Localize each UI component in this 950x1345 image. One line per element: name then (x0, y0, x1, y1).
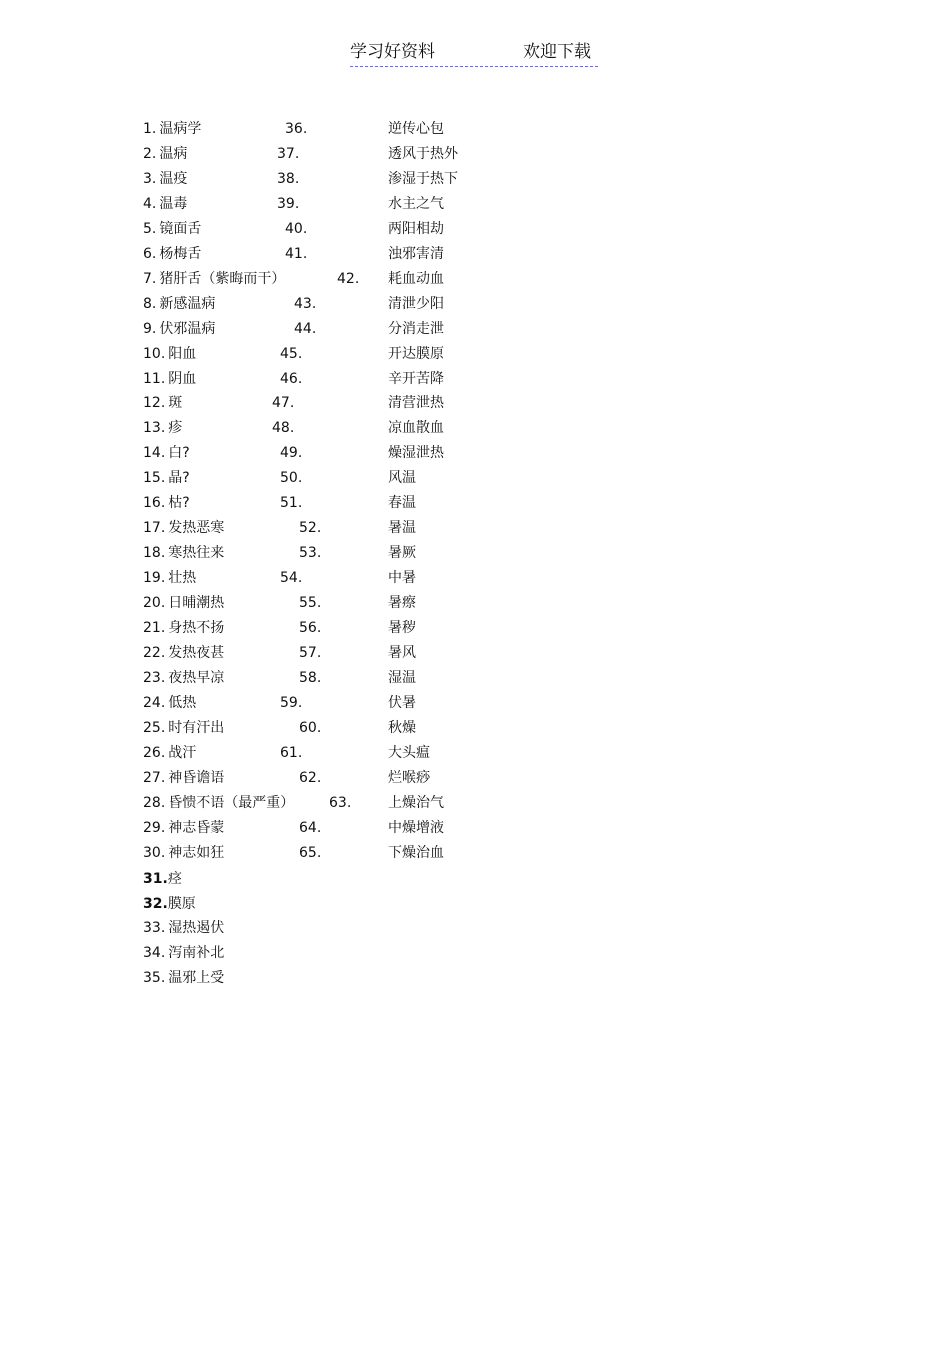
item-text: 膜原 (167, 896, 196, 912)
right-list-item (388, 195, 444, 213)
left-list-item (143, 170, 187, 188)
item-text: 暑秽 (388, 620, 416, 636)
item-number: 15. (143, 470, 166, 487)
left-list-item (143, 719, 224, 737)
item-text: 辛开苦降 (388, 370, 444, 387)
right-list-item (388, 394, 444, 412)
item-text: 阳血 (168, 345, 197, 362)
item-text: 晶? (168, 470, 190, 487)
item-text: 温毒 (159, 195, 188, 212)
right-list-item (388, 370, 444, 388)
left-list-item (143, 544, 224, 562)
left-list-item (143, 794, 294, 812)
item-text: 斑 (168, 395, 183, 412)
item-text: 暑厥 (388, 545, 416, 562)
item-text: 枯? (168, 495, 190, 512)
item-number: 60. (299, 719, 322, 736)
item-text: 温病学 (159, 121, 202, 137)
right-list-item (388, 694, 416, 712)
item-number: 7. (143, 270, 157, 287)
item-number: 1. (143, 121, 157, 137)
item-number: 36. (285, 121, 308, 137)
left-list-item (143, 969, 224, 987)
item-number: 21. (143, 620, 166, 636)
left-list-item (143, 245, 201, 263)
item-text: 清营泄热 (388, 395, 444, 412)
mid-item-number (272, 394, 294, 412)
left-list-item (143, 569, 196, 587)
item-text: 昏愦不语（最严重） (168, 794, 295, 811)
mid-item-number (277, 145, 299, 163)
item-number: 47. (272, 395, 295, 412)
item-text: 两阳相劫 (388, 220, 444, 237)
header-right-text: 欢迎下载 (523, 42, 591, 62)
item-number: 31. (143, 871, 168, 887)
item-text: 湿热遏伏 (168, 920, 225, 936)
mid-item-number (280, 694, 302, 712)
item-number: 14. (143, 445, 166, 462)
left-list-item (143, 195, 187, 213)
item-number: 64. (299, 819, 322, 836)
item-number: 34. (143, 945, 166, 961)
item-number: 20. (143, 595, 166, 612)
item-number: 50. (280, 470, 303, 487)
item-number: 39. (277, 195, 300, 212)
right-list-item (388, 644, 416, 662)
left-list-item (143, 120, 201, 138)
item-number: 17. (143, 520, 166, 537)
item-number: 56. (299, 620, 322, 636)
mid-item-number (299, 844, 321, 862)
right-list-item (388, 145, 458, 163)
item-text: 大头瘟 (388, 744, 430, 761)
left-list-item (143, 519, 224, 537)
right-list-item (388, 245, 444, 263)
left-list-item (143, 870, 182, 888)
left-list-item (143, 644, 224, 662)
item-text: 低热 (168, 694, 197, 711)
item-number: 63. (329, 794, 352, 811)
right-list-item (388, 794, 444, 812)
right-list-item (388, 744, 430, 762)
item-number: 46. (280, 370, 303, 387)
mid-item-number (285, 245, 307, 263)
item-text: 分消走泄 (388, 320, 444, 337)
right-list-item (388, 594, 416, 612)
item-number: 13. (143, 420, 166, 437)
right-list-item (388, 619, 416, 637)
item-text: 镜面舌 (159, 220, 202, 237)
item-text: 发热恶寒 (168, 520, 225, 537)
item-text: 燥湿泄热 (388, 445, 444, 462)
item-number: 18. (143, 545, 166, 562)
right-list-item (388, 120, 444, 138)
item-text: 神志如狂 (168, 844, 225, 861)
item-text: 猪肝舌（紫晦而干） (159, 270, 286, 287)
right-list-item (388, 295, 444, 313)
right-list-item (388, 569, 416, 587)
item-number: 28. (143, 794, 166, 811)
right-list-item (388, 769, 430, 787)
right-list-item (388, 494, 416, 512)
mid-item-number (280, 744, 302, 762)
left-list-item (143, 145, 187, 163)
item-text: 耗血动血 (388, 270, 444, 287)
item-number: 35. (143, 970, 166, 986)
left-list-item (143, 394, 182, 412)
right-list-item (388, 469, 416, 487)
item-text: 逆传心包 (388, 121, 444, 137)
mid-item-number (280, 345, 302, 363)
left-list-item (143, 494, 190, 512)
item-text: 神昏谵语 (168, 769, 225, 786)
item-number: 9. (143, 320, 157, 337)
item-number: 2. (143, 145, 157, 162)
left-list-item (143, 370, 196, 388)
right-list-item (388, 844, 444, 862)
mid-item-number (294, 320, 316, 338)
item-text: 夜热早凉 (168, 669, 225, 686)
item-number: 29. (143, 819, 166, 836)
item-text: 温邪上受 (168, 970, 225, 986)
mid-item-number (280, 444, 302, 462)
left-list-item (143, 919, 224, 937)
right-list-item (388, 345, 444, 363)
item-text: 暑风 (388, 644, 416, 661)
item-text: 暑温 (388, 520, 416, 537)
item-text: 壮热 (168, 570, 197, 587)
item-text: 秋燥 (388, 719, 416, 736)
item-text: 发热夜甚 (168, 644, 225, 661)
right-list-item (388, 719, 416, 737)
left-list-item (143, 345, 196, 363)
left-list-item (143, 270, 285, 288)
item-text: 日晡潮热 (168, 595, 225, 612)
item-text: 上燥治气 (388, 794, 444, 811)
left-list-item (143, 469, 190, 487)
item-text: 中暑 (388, 570, 416, 587)
item-number: 5. (143, 220, 157, 237)
left-list-item (143, 895, 196, 913)
item-text: 湿温 (388, 669, 416, 686)
left-list-item (143, 944, 224, 962)
mid-item-number (280, 494, 302, 512)
item-number: 41. (285, 245, 308, 262)
mid-item-number (277, 195, 299, 213)
item-number: 59. (280, 694, 303, 711)
mid-item-number (299, 769, 321, 787)
item-number: 57. (299, 644, 322, 661)
item-text: 下燥治血 (388, 844, 444, 861)
item-number: 52. (299, 520, 322, 537)
item-text: 伏邪温病 (159, 320, 216, 337)
item-number: 49. (280, 445, 303, 462)
page-header (350, 40, 598, 67)
item-number: 54. (280, 570, 303, 587)
right-list-item (388, 220, 444, 238)
item-number: 53. (299, 545, 322, 562)
mid-item-number (329, 794, 351, 812)
item-text: 风温 (388, 470, 416, 487)
item-text: 开达膜原 (388, 345, 444, 362)
left-list-item (143, 694, 196, 712)
right-list-item (388, 270, 444, 288)
item-text: 伏暑 (388, 694, 416, 711)
mid-item-number (280, 469, 302, 487)
item-text: 清泄少阳 (388, 295, 444, 312)
item-text: 凉血散血 (388, 420, 444, 437)
item-text: 温疫 (159, 170, 188, 187)
item-text: 战汗 (168, 744, 197, 761)
item-number: 62. (299, 769, 322, 786)
header-left-text: 学习好资料 (350, 42, 435, 62)
left-list-item (143, 295, 215, 313)
left-list-item (143, 220, 201, 238)
item-number: 10. (143, 345, 166, 362)
right-list-item (388, 419, 444, 437)
item-number: 43. (294, 295, 317, 312)
item-number: 37. (277, 145, 300, 162)
item-number: 19. (143, 570, 166, 587)
item-number: 8. (143, 295, 157, 312)
mid-item-number (285, 220, 307, 238)
item-number: 33. (143, 920, 166, 936)
item-number: 12. (143, 395, 166, 412)
item-text: 中燥增液 (388, 819, 444, 836)
mid-item-number (299, 669, 321, 687)
item-number: 11. (143, 370, 166, 387)
item-number: 25. (143, 719, 166, 736)
left-list-item (143, 419, 182, 437)
item-number: 3. (143, 170, 157, 187)
mid-item-number (299, 519, 321, 537)
mid-item-number (280, 569, 302, 587)
left-list-item (143, 619, 224, 637)
item-text: 浊邪害清 (388, 245, 444, 262)
item-number: 40. (285, 220, 308, 237)
left-list-item (143, 744, 196, 762)
item-number: 45. (280, 345, 303, 362)
item-number: 48. (272, 420, 295, 437)
mid-item-number (299, 544, 321, 562)
mid-item-number (285, 120, 307, 138)
mid-item-number (299, 594, 321, 612)
item-number: 58. (299, 669, 322, 686)
right-list-item (388, 819, 444, 837)
mid-item-number (299, 819, 321, 837)
mid-item-number (299, 719, 321, 737)
left-list-item (143, 669, 224, 687)
item-text: 透风于热外 (388, 145, 458, 162)
item-number: 4. (143, 195, 157, 212)
item-number: 44. (294, 320, 317, 337)
left-list-item (143, 444, 190, 462)
item-number: 27. (143, 769, 166, 786)
item-text: 痉 (167, 871, 182, 887)
item-text: 杨梅舌 (159, 245, 202, 262)
item-number: 16. (143, 495, 166, 512)
item-text: 疹 (168, 420, 183, 437)
right-list-item (388, 544, 416, 562)
item-text: 暑瘵 (388, 595, 416, 612)
item-number: 42. (337, 270, 360, 287)
right-list-item (388, 444, 444, 462)
right-list-item (388, 170, 458, 188)
item-number: 32. (143, 896, 168, 912)
item-number: 23. (143, 669, 166, 686)
item-text: 渗湿于热下 (388, 170, 458, 187)
left-list-item (143, 320, 215, 338)
left-list-item (143, 844, 224, 862)
item-number: 24. (143, 694, 166, 711)
item-text: 水主之气 (388, 195, 444, 212)
mid-item-number (337, 270, 359, 288)
item-text: 时有汗出 (168, 719, 225, 736)
item-number: 22. (143, 644, 166, 661)
right-list-item (388, 519, 416, 537)
left-list-item (143, 594, 224, 612)
item-text: 身热不扬 (168, 620, 225, 636)
item-text: 泻南补北 (168, 945, 225, 961)
mid-item-number (280, 370, 302, 388)
item-text: 春温 (388, 495, 416, 512)
item-text: 白? (168, 445, 190, 462)
item-number: 38. (277, 170, 300, 187)
item-number: 51. (280, 495, 303, 512)
item-number: 55. (299, 595, 322, 612)
item-text: 温病 (159, 145, 188, 162)
item-text: 烂喉痧 (388, 769, 430, 786)
mid-item-number (294, 295, 316, 313)
item-number: 26. (143, 744, 166, 761)
left-list-item (143, 819, 224, 837)
right-list-item (388, 669, 416, 687)
mid-item-number (272, 419, 294, 437)
item-text: 阴血 (168, 370, 197, 387)
item-text: 神志昏蒙 (168, 819, 225, 836)
item-number: 65. (299, 844, 322, 861)
item-number: 30. (143, 844, 166, 861)
item-number: 61. (280, 744, 303, 761)
item-number: 6. (143, 245, 157, 262)
item-text: 寒热往来 (168, 545, 225, 562)
mid-item-number (277, 170, 299, 188)
mid-item-number (299, 619, 321, 637)
right-list-item (388, 320, 444, 338)
mid-item-number (299, 644, 321, 662)
item-text: 新感温病 (159, 295, 216, 312)
left-list-item (143, 769, 224, 787)
